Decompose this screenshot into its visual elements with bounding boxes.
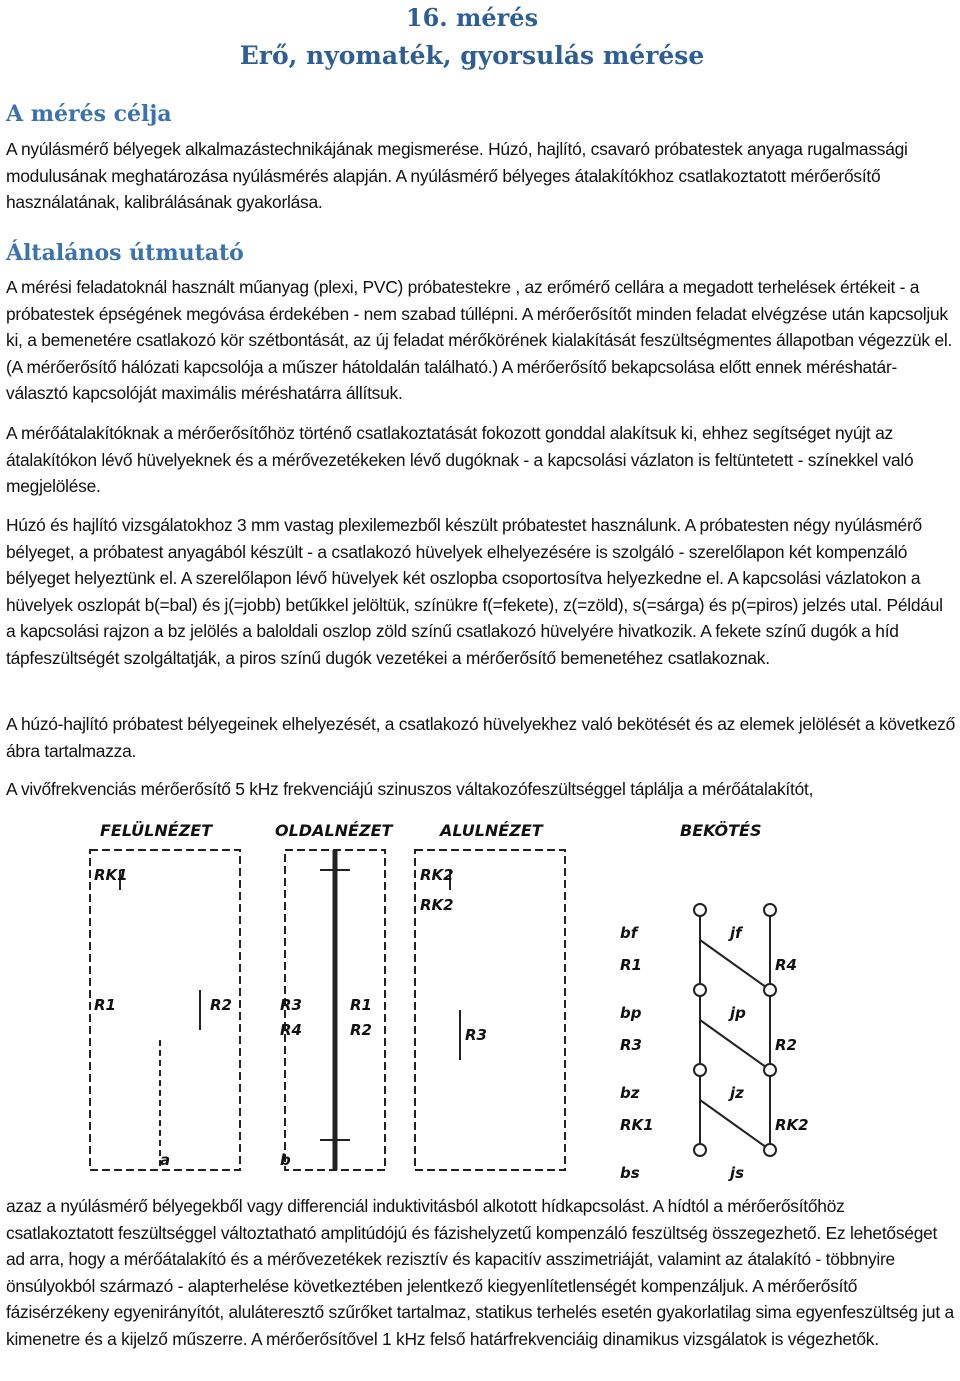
label-bp: bp — [620, 1004, 642, 1022]
label-b: b — [280, 1151, 291, 1169]
page-subtitle: Erő, nyomaték, gyorsulás mérése — [239, 41, 705, 70]
label-r3-wiring: R3 — [620, 1036, 642, 1054]
label-bf: bf — [620, 924, 638, 942]
label-r2-side: R2 — [350, 1021, 372, 1039]
label-r4-wiring: R4 — [775, 956, 797, 974]
section-heading-guide: Általános útmutató — [6, 240, 244, 266]
label-r2-wiring: R2 — [775, 1036, 797, 1054]
label-rk2-b: RK2 — [420, 896, 454, 914]
label-r3-bottom: R3 — [465, 1026, 487, 1044]
guide-paragraph-1: A mérési feladatoknál használt műanyag (plexi, PVC) próbatestekre , az erőmérő cellára a megadott terhelések értékeit - a próbatestek épségének megóvása érdekében - nem szabad túllépni. A mérőerősítőt minden feladat elvégzése után kapcsoljuk ki, a bemenetére csatlakozó kör szétbontását, az új feladat mérőkörének kialakítását feszültségmentes állapotban végezzük el. (A mérőerősítő hálózati kapcsolója a műszer hátoldalán található.) A mérőerősítő bekapcsolása előtt ennek méréshatár-választó kapcsolóját maximális méréshatárra állítsuk. — [6, 277, 953, 404]
label-rk2-a: RK2 — [420, 866, 454, 884]
view-label-side: OLDALNÉZET — [275, 821, 393, 840]
label-r1-wiring: R1 — [620, 956, 642, 974]
label-r2-top: R2 — [210, 996, 232, 1014]
label-rk1: RK1 — [94, 866, 128, 884]
page-title: 16. mérés — [405, 3, 539, 32]
section-heading-goal: A mérés célja — [6, 101, 172, 127]
guide-paragraph-2: A mérőátalakítóknak a mérőerősítőhöz történő csatlakoztatását fokozott gonddal alakítsuk ki, ehhez segítséget nyújt az átalakítókon lévő hüvelyeknek és a mérővezetékeken lévő dugóknak - a kapcsolási vázlaton is feltüntetett - színekkel való megjelölése. — [6, 423, 914, 497]
label-r3-side: R3 — [280, 996, 302, 1014]
guide-paragraph-3: Húzó és hajlító vizsgálatokhoz 3 mm vastag plexilemezből készült próbatestet használunk. A próbatesten négy nyúlásmérő bélyeget, a próbatest anyagából készült - a csatlakozó hüvelyek elhelyezésére is szolgáló - szerelőlapon két kompenzáló bélyeget helyeztünk el. A szerelőlapon lévő hüvelyek két oszlopba csoportosítva helyezkedne el. A kapcsolási vázlatokon a hüvelyek oszlopát b(=bal) és j(=jobb) betűkkel jelöltük, színükre f(=fekete), z(=zöld), s(=sárga) és p(=piros) jelzés utal. Például a kapcsolási rajzon a bz jelölés a baloldali oszlop zöld színű csatlakozó hüvelyére hivatkozik. A fekete színű dugók a híd tápfeszültségét szolgáltatják, a piros színű dugók vezetékei a mérőerősítő bemenetéhez csatlakoznak. — [6, 515, 943, 668]
view-label-wiring: BEKÖTÉS — [680, 821, 762, 840]
label-js: js — [730, 1164, 745, 1182]
label-jf: jf — [730, 924, 742, 942]
view-label-bottom: ALULNÉZET — [440, 821, 543, 840]
view-label-top: FELÜLNÉZET — [100, 821, 213, 840]
label-r1-top: R1 — [94, 996, 116, 1014]
label-rk1-wiring: RK1 — [620, 1116, 654, 1134]
label-jz: jz — [730, 1084, 744, 1102]
label-r1-side: R1 — [350, 996, 372, 1014]
guide-paragraph-6: azaz a nyúlásmérő bélyegekből vagy differenciál induktivitásból alkotott hídkapcsolást. A hídtól a mérőerősítőhöz csatlakoztatott feszültséggel változtatható amplitúdójú és fázishelyzetű kompenzáló feszültség összegezhető. Ez lehetőséget ad arra, hogy a mérőátalakító és a mérővezetékek rezisztív és kapacitív asszimetriáját, valamint az átalakító - többnyire önsúlyokból származó - alapterhelése következtében jelentkező kiegyenlítetlenségét kompenzáljuk. A mérőerősítő fázisérzékeny egyenirányítót, aluláteresztő szűrőket tartalmaz, statikus terhelés esetén gyakorlatilag sima egyenfeszültség jut a kimenetre és a kijelző műszerre. A mérőerősítővel 1 kHz felső határfrekvenciáig dinamikus vizsgálatok is végezhetők. — [6, 1196, 954, 1349]
label-r4-side: R4 — [280, 1021, 302, 1039]
label-rk2-wiring: RK2 — [775, 1116, 809, 1134]
guide-paragraph-5: A vivőfrekvenciás mérőerősítő 5 kHz frekvenciájú szinuszos váltakozófeszültséggel táplálja a mérőátalakítót, — [6, 779, 814, 799]
label-bz: bz — [620, 1084, 640, 1102]
goal-paragraph: A nyúlásmérő bélyegek alkalmazástechnikájának megismerése. Húzó, hajlító, csavaró próbatestek anyaga rugalmassági modulusának meghatározása nyúlásmérés alapján. A nyúlásmérő bélyeges átalakítókhoz csatlakoztatott mérőerősítő használatának, kalibrálásának gyakorlása. — [6, 139, 908, 213]
label-bs: bs — [620, 1164, 640, 1182]
strain-gauge-wiring-figure — [80, 810, 820, 1190]
guide-paragraph-4: A húzó-hajlító próbatest bélyegeinek elhelyezését, a csatlakozó hüvelyekhez való bekötését és az elemek jelölését a következő ábra tartalmazza. — [6, 714, 956, 761]
label-a: a — [160, 1151, 171, 1169]
label-jp: jp — [730, 1004, 746, 1022]
